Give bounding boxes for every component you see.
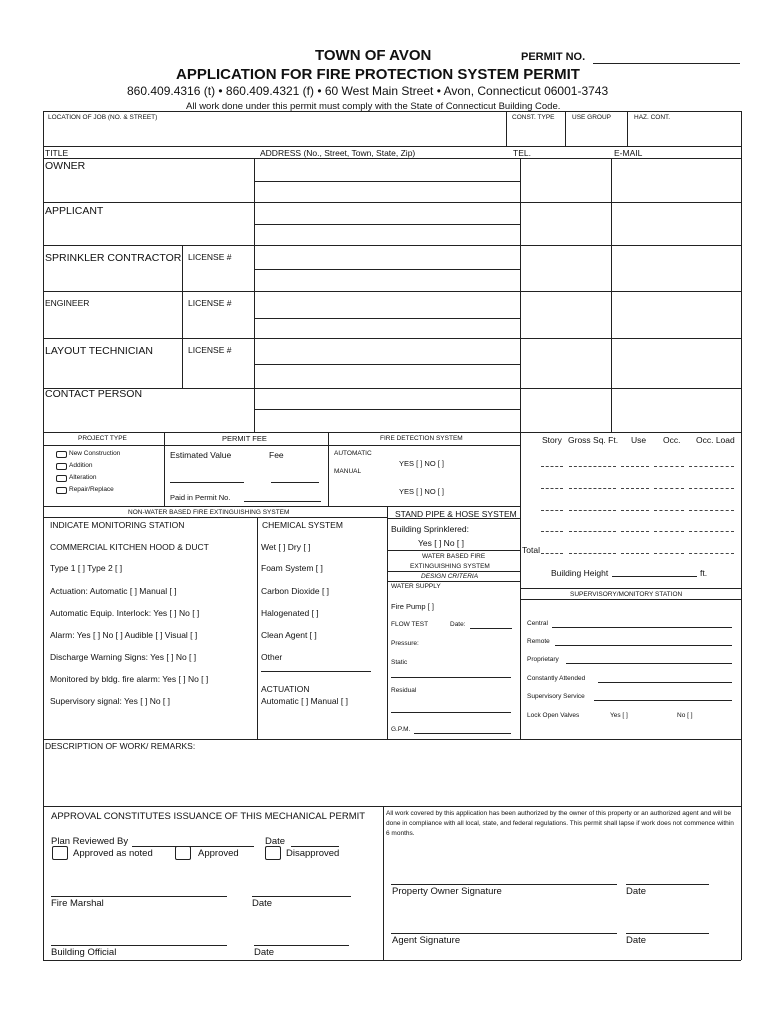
actuation-heading: ACTUATION <box>261 684 310 694</box>
agent-signature-field[interactable] <box>391 933 617 934</box>
flow-test-date-field[interactable] <box>470 628 512 629</box>
automatic-yes-no[interactable]: YES [ ] NO [ ] <box>399 459 445 468</box>
sprinklered-yes-no[interactable]: Yes [ ] No [ ] <box>418 538 464 548</box>
actuation-auto-manual[interactable]: Automatic [ ] Manual [ ] <box>261 696 348 706</box>
building-official-date-field[interactable] <box>254 945 349 946</box>
plan-date-label: Date <box>265 836 286 847</box>
other-label: Other <box>261 652 283 662</box>
authorization-statement: All work covered by this application has been authorized by the owner of this property or an authorized agent and will be done in compliance with all local, state, and federal regulations. This permit shall lapse if work does not commence within 6 months. <box>386 810 734 837</box>
manual-label: MANUAL <box>334 468 362 475</box>
supervisory-signal-option[interactable]: Supervisory signal: Yes [ ] No [ ] <box>50 696 171 706</box>
email-col: E-MAIL <box>614 148 643 158</box>
wet-dry-option[interactable]: Wet [ ] Dry [ ] <box>261 542 311 552</box>
paid-in-permit-label: Paid in Permit No. <box>170 493 231 502</box>
haz-cont-label: HAZ. CONT. <box>634 114 671 121</box>
flow-test-label: FLOW TEST <box>391 621 429 628</box>
constantly-attended-label: Constantly Attended <box>527 675 586 682</box>
layout-license-label: LICENSE # <box>188 345 232 355</box>
fire-pump-option[interactable]: Fire Pump [ ] <box>391 602 434 611</box>
central-label: Central <box>527 620 548 627</box>
fire-marshal-date-field[interactable] <box>252 896 351 897</box>
new-construction-label: New Construction <box>69 450 121 457</box>
story-col: Story <box>542 435 562 445</box>
property-owner-signature-field[interactable] <box>391 884 617 885</box>
addition-label: Addition <box>69 462 93 469</box>
agent-signature-label: Agent Signature <box>392 935 461 946</box>
agent-date-label: Date <box>626 935 647 946</box>
lock-open-yes[interactable]: Yes [ ] <box>610 712 628 719</box>
alteration-label: Alteration <box>69 474 97 481</box>
proprietary-field[interactable] <box>566 663 732 664</box>
automatic-label: AUTOMATIC <box>334 450 372 457</box>
foam-system-option[interactable]: Foam System [ ] <box>261 563 323 573</box>
central-field[interactable] <box>552 627 732 628</box>
use-group-label: USE GROUP <box>572 114 612 121</box>
tel-col: TEL. <box>513 148 531 158</box>
constantly-attended-field[interactable] <box>598 682 732 683</box>
addition-checkbox[interactable] <box>56 463 67 470</box>
address-col: ADDRESS (No., Street, Town, State, Zip) <box>260 148 416 158</box>
location-label: LOCATION OF JOB (NO. & STREET) <box>48 114 158 121</box>
gpm-label: G.P.M. <box>391 726 411 733</box>
water-supply-label: WATER SUPPLY <box>391 583 441 590</box>
property-owner-date-label: Date <box>626 886 647 897</box>
residual-field[interactable] <box>391 712 511 713</box>
agent-date-field[interactable] <box>626 933 709 934</box>
use-col: Use <box>631 435 647 445</box>
permit-no-label: PERMIT NO. <box>521 51 586 63</box>
supervisory-service-label: Supervisory Service <box>527 693 585 700</box>
clean-agent-option[interactable]: Clean Agent [ ] <box>261 630 317 640</box>
contact-line: 860.409.4316 (t) • 860.409.4321 (f) • 60 West Main Street • Avon, Connecticut 06001-3743 <box>127 84 609 98</box>
plan-date-field[interactable] <box>291 846 339 847</box>
type-option[interactable]: Type 1 [ ] Type 2 [ ] <box>50 563 123 573</box>
sprinkler-license-label: LICENSE # <box>188 252 232 262</box>
disapproved-checkbox[interactable] <box>265 846 281 860</box>
monitored-option[interactable]: Monitored by bldg. fire alarm: Yes [ ] No [ ] <box>50 674 209 684</box>
estimated-value-field[interactable] <box>170 482 244 483</box>
occ-col: Occ. <box>663 435 681 445</box>
remote-label: Remote <box>527 638 550 645</box>
compliance-note: All work done under this permit must comply with the State of Connecticut Building Code. <box>186 101 561 112</box>
building-height-label: Building Height <box>551 568 609 578</box>
fire-detection-heading: FIRE DETECTION SYSTEM <box>380 435 463 442</box>
static-field[interactable] <box>391 677 511 678</box>
lock-open-label: Lock Open Valves <box>527 712 580 719</box>
interlock-option[interactable]: Automatic Equip. Interlock: Yes [ ] No [ ] <box>50 608 200 618</box>
new-construction-checkbox[interactable] <box>56 451 67 458</box>
discharge-option[interactable]: Discharge Warning Signs: Yes [ ] No [ ] <box>50 652 197 662</box>
building-official-label: Building Official <box>51 947 117 958</box>
pressure-label: Pressure: <box>391 640 419 647</box>
engineer-license-label: LICENSE # <box>188 298 232 308</box>
project-type-heading: PROJECT TYPE <box>78 435 127 442</box>
water-based-heading-1: WATER BASED FIRE <box>422 553 486 560</box>
property-owner-signature-label: Property Owner Signature <box>392 886 502 897</box>
alarm-option[interactable]: Alarm: Yes [ ] No [ ] Audible [ ] Visual [ ] <box>50 630 198 640</box>
carbon-dioxide-option[interactable]: Carbon Dioxide [ ] <box>261 586 330 596</box>
plan-reviewed-field[interactable] <box>132 846 254 847</box>
supervisory-heading: SUPERVISORY/MONITORY STATION <box>570 591 683 598</box>
permit-no-field[interactable] <box>593 63 740 64</box>
sprinkler-contractor-label: SPRINKLER CONTRACTOR <box>45 252 182 264</box>
flow-test-date-label: Date: <box>450 621 466 628</box>
contact-person-label: CONTACT PERSON <box>45 388 143 400</box>
form-title: APPLICATION FOR FIRE PROTECTION SYSTEM PERMIT <box>176 66 580 83</box>
design-criteria: DESIGN CRITERIA <box>421 573 479 580</box>
kitchen-hood-label: COMMERCIAL KITCHEN HOOD & DUCT <box>50 542 209 552</box>
residual-label: Residual <box>391 687 417 694</box>
lock-open-no[interactable]: No [ ] <box>677 712 693 719</box>
remote-field[interactable] <box>555 645 732 646</box>
building-sprinklered-label: Building Sprinklered: <box>391 524 469 534</box>
town-title: TOWN OF AVON <box>315 47 432 64</box>
water-based-heading-2: EXTINGUISHING SYSTEM <box>410 563 490 570</box>
approved-as-noted-checkbox[interactable] <box>52 846 68 860</box>
title-col: TITLE <box>45 148 69 158</box>
paid-in-permit-field[interactable] <box>244 501 321 502</box>
supervisory-service-field[interactable] <box>594 700 732 701</box>
fee-label: Fee <box>269 450 284 460</box>
repair-label: Repair/Replace <box>69 486 114 493</box>
non-water-heading: NON-WATER BASED FIRE EXTINGUISHING SYSTEM <box>128 509 290 516</box>
fire-marshal-label: Fire Marshal <box>51 898 104 909</box>
halogenated-option[interactable]: Halogenated [ ] <box>261 608 319 618</box>
permit-fee-heading: PERMIT FEE <box>222 434 267 443</box>
approval-heading: APPROVAL CONSTITUTES ISSUANCE OF THIS MECHANICAL PERMIT <box>51 811 366 822</box>
total-label: Total <box>522 545 540 555</box>
actuation-option[interactable]: Actuation: Automatic [ ] Manual [ ] <box>50 586 177 596</box>
manual-yes-no[interactable]: YES [ ] NO [ ] <box>399 487 445 496</box>
const-type-label: CONST. TYPE <box>512 114 555 121</box>
proprietary-label: Proprietary <box>527 656 559 663</box>
layout-technician-label: LAYOUT TECHNICIAN <box>45 345 153 357</box>
alteration-checkbox[interactable] <box>56 475 67 482</box>
fire-marshal-signature-field[interactable] <box>51 896 227 897</box>
building-height-field[interactable] <box>612 576 697 577</box>
building-official-date-label: Date <box>254 947 275 958</box>
fee-field[interactable] <box>271 482 319 483</box>
estimated-value-label: Estimated Value <box>170 450 232 460</box>
engineer-label: ENGINEER <box>45 298 90 308</box>
monitoring-station-label: INDICATE MONITORING STATION <box>50 520 185 530</box>
chemical-system-label: CHEMICAL SYSTEM <box>262 520 343 530</box>
applicant-label: APPLICANT <box>45 205 104 217</box>
occ-load-col: Occ. Load <box>696 435 735 445</box>
standpipe-heading: STAND PIPE & HOSE SYSTEM <box>395 509 517 519</box>
approved-as-noted-label: Approved as noted <box>73 848 153 859</box>
disapproved-label: Disapproved <box>286 848 340 859</box>
static-label: Static <box>391 659 408 666</box>
building-official-signature-field[interactable] <box>51 945 227 946</box>
ft-label: ft. <box>700 568 708 578</box>
remarks-label: DESCRIPTION OF WORK/ REMARKS: <box>45 741 196 751</box>
repair-checkbox[interactable] <box>56 487 67 494</box>
approved-checkbox[interactable] <box>175 846 191 860</box>
fire-marshal-date-label: Date <box>252 898 273 909</box>
owner-label: OWNER <box>45 160 86 172</box>
other-field[interactable] <box>261 671 371 672</box>
property-owner-date-field[interactable] <box>626 884 709 885</box>
gross-sqft-col: Gross Sq. Ft. <box>568 435 619 445</box>
approved-label: Approved <box>198 848 239 859</box>
plan-reviewed-label: Plan Reviewed By <box>51 836 129 847</box>
gpm-field[interactable] <box>414 733 511 734</box>
